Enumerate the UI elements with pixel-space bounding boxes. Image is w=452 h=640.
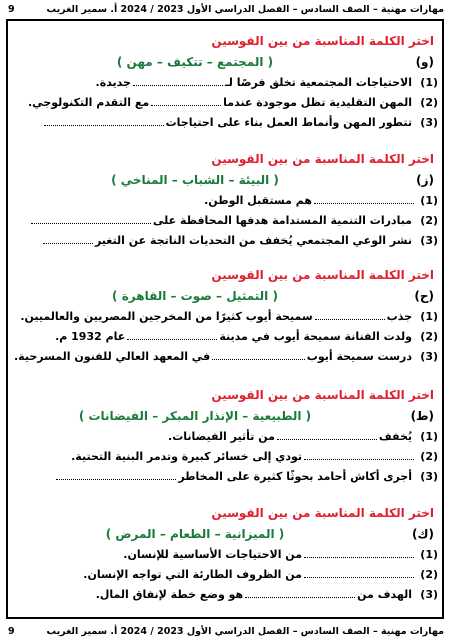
footer-text: مهارات مهنية – الصف السادس – الفصل الدراسي الأول 2023 / 2024 أ. سمير الغريب: [46, 625, 444, 637]
answer-blank[interactable]: [44, 115, 164, 126]
answer-blank[interactable]: [245, 587, 355, 598]
question-number: (3): [420, 470, 438, 483]
answer-blank[interactable]: [31, 213, 151, 224]
question-text-end: مع التقدم التكنولوجي.: [28, 96, 150, 109]
answer-blank[interactable]: [43, 233, 93, 244]
question-number: (2): [420, 330, 438, 343]
word-bank-row: [12, 51, 438, 73]
answer-blank[interactable]: [304, 449, 414, 460]
question-text: درست سميحة أيوب: [306, 350, 412, 363]
section-letter: (ز): [416, 173, 434, 187]
section-title: اختر الكلمة المناسبة من بين القوسين: [211, 34, 434, 48]
section-waw: [12, 31, 438, 133]
question-number: (2): [420, 568, 438, 581]
section-letter: (ط): [410, 409, 434, 423]
question-item: [12, 467, 438, 487]
section-title: اختر الكلمة المناسبة من بين القوسين: [211, 152, 434, 166]
word-bank-row: [12, 169, 438, 191]
question-item: [12, 307, 438, 327]
question-text-end: في المعهد العالي للفنون المسرحية.: [14, 350, 211, 363]
word-bank: ( المجتمع – تتكيف – مهن ): [116, 55, 274, 69]
question-text-end: من الاحتياجات الأساسية للإنسان.: [123, 548, 302, 561]
answer-blank[interactable]: [56, 469, 176, 480]
question-item: [12, 427, 438, 447]
question-text: مبادرات التنمية المستدامة هدفها المحافظة على: [153, 214, 412, 227]
question-number: (2): [420, 214, 438, 227]
question-number: (2): [420, 96, 438, 109]
question-number: (1): [420, 194, 438, 207]
header-page-number: 9: [8, 3, 15, 15]
word-bank-row: [12, 523, 438, 545]
answer-blank[interactable]: [304, 567, 414, 578]
question-number: (3): [420, 350, 438, 363]
question-text: ولدت الفنانة سميحة أيوب في مدينة: [219, 330, 412, 343]
footer-page-number: 9: [8, 625, 15, 637]
answer-blank[interactable]: [304, 547, 414, 558]
answer-blank[interactable]: [212, 349, 305, 360]
question-number: (3): [420, 234, 438, 247]
exercise-frame: [6, 19, 444, 619]
header-text: مهارات مهنية – الصف السادس – الفصل الدراسي الأول 2023 / 2024 أ. سمير الغريب: [46, 3, 444, 15]
section-letter: (ح): [414, 289, 434, 303]
question-text-end: من الظروف الطارئة التي تواجه الإنسان.: [83, 568, 302, 581]
section-kaf: [12, 503, 438, 605]
question-item: [12, 211, 438, 231]
section-haa: [12, 265, 438, 367]
answer-blank[interactable]: [127, 329, 217, 340]
question-item: [12, 231, 438, 251]
question-text: المهن التقليدية تظل موجودة عندما: [223, 96, 412, 109]
question-text: أجرى أكاش أحامد بحوثًا كثيرة على المخاطر: [178, 470, 412, 483]
question-text-end: من تأثير الفيضانات.: [168, 430, 275, 443]
question-item: [12, 447, 438, 467]
word-bank: ( الميزانية – الطعام – المرض ): [105, 527, 285, 541]
question-number: (3): [420, 116, 438, 129]
question-text: الهدف من: [357, 588, 412, 601]
section-zay: [12, 149, 438, 251]
section-taa: [12, 385, 438, 487]
question-number: (2): [420, 450, 438, 463]
question-text: يُخفف: [378, 430, 412, 443]
question-text-end: عام 1932 م.: [55, 330, 126, 343]
word-bank-row: [12, 405, 438, 427]
answer-blank[interactable]: [314, 193, 414, 204]
page-header: [8, 2, 444, 16]
question-text: جذب: [386, 310, 412, 323]
question-text: تتطور المهن وأنماط العمل بناء على احتياجات: [165, 116, 412, 129]
question-item: [12, 93, 438, 113]
section-letter: (ك): [412, 527, 434, 541]
question-text-end: هو وضع خطة لإنفاق المال.: [95, 588, 244, 601]
question-text-end: هم مستقبل الوطن.: [204, 194, 312, 207]
question-text-end: تودي إلى خسائر كبيرة وتدمر البنية التحتية.: [71, 450, 302, 463]
section-title: اختر الكلمة المناسبة من بين القوسين: [211, 388, 434, 402]
question-number: (1): [420, 76, 438, 89]
section-title: اختر الكلمة المناسبة من بين القوسين: [211, 268, 434, 282]
answer-blank[interactable]: [151, 95, 221, 106]
question-item: [12, 585, 438, 605]
question-item: [12, 191, 438, 211]
question-text-end: جديدة.: [95, 76, 131, 89]
word-bank: ( الطبيعية – الإنذار المبكر – الفيضانات ): [78, 409, 312, 423]
section-title: اختر الكلمة المناسبة من بين القوسين: [211, 506, 434, 520]
answer-blank[interactable]: [277, 429, 377, 440]
question-number: (1): [420, 548, 438, 561]
question-item: [12, 347, 438, 367]
question-number: (3): [420, 588, 438, 601]
question-text: نشر الوعي المجتمعي يُخفف من التحديات الناتجة عن التغير: [94, 234, 412, 247]
word-bank: ( البيئة – الشباب – المناخي ): [111, 173, 279, 187]
word-bank: ( التمثيل – صوت – القاهرة ): [112, 289, 278, 303]
question-item: [12, 73, 438, 93]
page-footer: [8, 624, 444, 638]
section-letter: (و): [415, 55, 434, 69]
question-item: [12, 565, 438, 585]
question-number: (1): [420, 310, 438, 323]
word-bank-row: [12, 285, 438, 307]
question-text-end: سميحة أيوب كثيرًا من المخرجين المصريين والعالميين.: [20, 310, 313, 323]
question-item: [12, 113, 438, 133]
answer-blank[interactable]: [133, 75, 223, 86]
question-text: الاحتياجات المجتمعية تخلق فرصًا لـ: [224, 76, 412, 89]
question-item: [12, 327, 438, 347]
answer-blank[interactable]: [315, 309, 385, 320]
question-number: (1): [420, 430, 438, 443]
question-item: [12, 545, 438, 565]
